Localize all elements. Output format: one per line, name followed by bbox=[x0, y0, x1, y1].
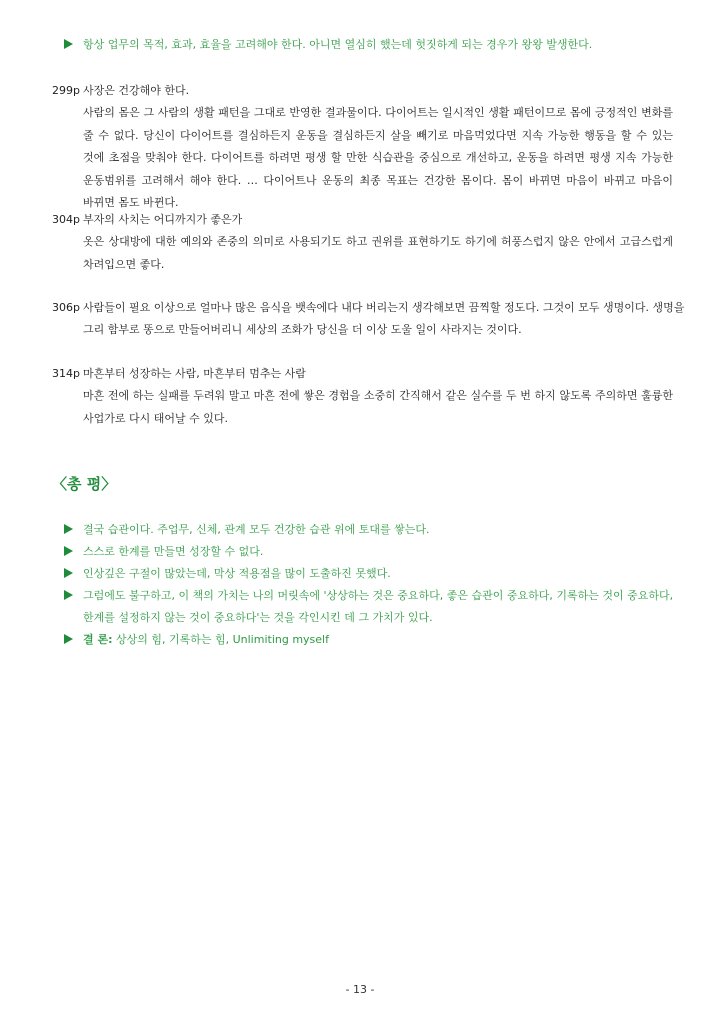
top-bullet-text: 항상 업무의 목적, 효과, 효율을 고려해야 한다. 아니면 열심히 했는데 헛짓하게 되는 경우가 왕왕 발생한다. bbox=[83, 38, 593, 51]
triangle-right-icon bbox=[64, 546, 73, 556]
summary-item-text: 결국 습관이다. 주업무, 신체, 관계 모두 건강한 습관 위에 토대를 쌓는다. bbox=[83, 523, 430, 536]
summary-item bbox=[64, 585, 673, 607]
summary-item-continuation: 한계를 설정하지 않는 것이 중요하다'는 것을 각인시킨 데 그 가치가 있다. bbox=[83, 611, 433, 624]
entry-page-ref: 304p bbox=[52, 213, 80, 226]
summary-conclusion bbox=[64, 629, 329, 651]
entry-heading-text: 사람들이 필요 이상으로 얼마나 많은 음식을 뱃속에다 내다 버리는지 생각해보면 끔찍할 정도다. 그것이 모두 생명이다. 생명을 bbox=[82, 301, 685, 314]
entry-body-304p: 옷은 상대방에 대한 예의와 존중의 의미로 사용되기도 하고 권위를 표현하기도 하기에 허풍스럽지 않은 안에서 고급스럽게 차려입으면 좋다. bbox=[83, 235, 673, 271]
summary-item-text: 스스로 한계를 만들면 성장할 수 없다. bbox=[83, 545, 264, 558]
conclusion-text: 상상의 힘, 기록하는 힘, Unlimiting myself bbox=[115, 633, 329, 646]
entry-heading-306p bbox=[52, 297, 684, 319]
entry-body-306p: 그리 함부로 똥으로 만들어버리니 세상의 조화가 당신을 더 이상 도울 일이 사라지는 것이다. bbox=[83, 323, 522, 336]
triangle-right-icon bbox=[64, 524, 73, 534]
entry-heading-299p bbox=[52, 80, 189, 102]
summary-item bbox=[64, 541, 263, 563]
entry-page-ref: 306p bbox=[52, 301, 80, 314]
conclusion-label: 결 론: bbox=[83, 633, 113, 646]
summary-item-text: 그럼에도 불구하고, 이 책의 가치는 나의 머릿속에 '상상하는 것은 중요하다, 좋은 습관이 중요하다, 기록하는 것이 중요하다, bbox=[83, 589, 674, 602]
entry-heading-text: 부자의 사치는 어디까지가 좋은가 bbox=[82, 213, 243, 226]
entry-page-ref: 299p bbox=[52, 84, 80, 97]
summary-title: 〈총 평〉 bbox=[52, 475, 117, 493]
triangle-right-icon bbox=[64, 39, 73, 49]
entry-page-ref: 314p bbox=[52, 367, 80, 380]
summary-item bbox=[64, 563, 391, 585]
triangle-right-icon bbox=[64, 590, 73, 600]
summary-item-text: 인상깊은 구절이 많았는데, 막상 적용점을 많이 도출하진 못했다. bbox=[83, 567, 391, 580]
entry-body-314p: 마흔 전에 하는 실패를 두려워 말고 마흔 전에 쌓은 경험을 소중히 간직해서 같은 실수를 두 번 하지 않도록 주의하면 훌륭한 사업가로 다시 태어날 수 있다. bbox=[83, 389, 673, 425]
entry-body-299p: 사람의 몸은 그 사람의 생활 패턴을 그대로 반영한 결과물이다. 다이어트는 일시적인 생활 패턴이므로 몸에 긍정적인 변화를 줄 수 없다. 당신이 다이어트를 결심하든지 운동을 결심하든지 살을 빼기로 마음먹었다면 지속 가능한 행동을 할 수 있는 것에 초점을 맞춰야 한다. 다이어트를 하려면 평생 할 만한 식습관을 중심으로 개선하고, 운동을 하려면 평생 지속 가능한 운동범위를 고려해서 해야 한다. … 다이어트나 운동의 최종 목표는 건강한 몸이다. 몸이 바뀌면 마음이 바뀌고 마음이 바뀌면 몸도 바뀐다. bbox=[83, 106, 673, 209]
page-number: - 13 - bbox=[345, 983, 375, 996]
triangle-right-icon bbox=[64, 568, 73, 578]
triangle-right-icon bbox=[64, 634, 73, 644]
entry-heading-304p bbox=[52, 209, 242, 231]
top-bullet bbox=[64, 34, 684, 56]
entry-heading-text: 마흔부터 성장하는 사람, 마흔부터 멈추는 사람 bbox=[82, 367, 306, 380]
entry-heading-314p bbox=[52, 363, 306, 385]
entry-heading-text: 사장은 건강해야 한다. bbox=[82, 84, 190, 97]
summary-item bbox=[64, 519, 429, 541]
